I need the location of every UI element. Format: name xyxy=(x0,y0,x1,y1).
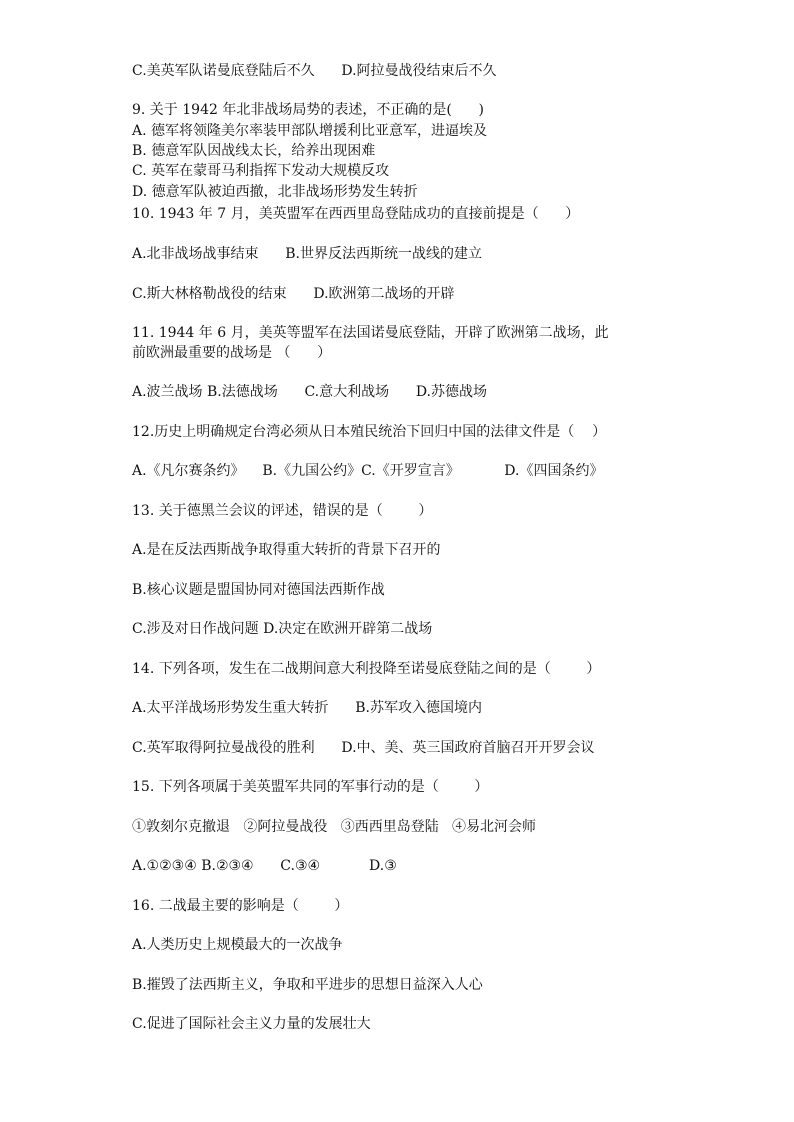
question-11-stem-line1: 11. 1944 年 6 月，美英等盟军在法国诺曼底登陆，开辟了欧洲第二战场，此 xyxy=(132,325,609,341)
question-14-options-ab: A.太平洋战场形势发生重大转折 B.苏军攻入德国境内 xyxy=(132,700,482,716)
question-11-stem-line2: 前欧洲最重要的战场是 （ ） xyxy=(132,345,332,361)
question-9-stem: 9. 关于 1942 年北非战场局势的表述，不正确的是( ) xyxy=(132,102,484,118)
question-14-stem: 14. 下列各项，发生在二战期间意大利投降至诺曼底登陆之间的是（ ） xyxy=(132,661,601,677)
question-16-option-a: A.人类历史上规模最大的一次战争 xyxy=(132,937,343,953)
question-10-options-cd: C.斯大林格勒战役的结束 D.欧洲第二战场的开辟 xyxy=(132,286,455,302)
question-14-options-cd: C.英军取得阿拉曼战役的胜利 D.中、美、英三国政府首脑召开开罗会议 xyxy=(132,740,595,756)
question-9-option-a: A. 德军将领隆美尔率装甲部队增援利比亚意军，进逼埃及 xyxy=(132,123,488,139)
question-9-option-d: D. 德意军队被迫西撤，北非战场形势发生转折 xyxy=(132,184,418,200)
question-11-options: A.波兰战场 B.法德战场 C.意大利战场 D.苏德战场 xyxy=(132,384,487,400)
question-15-options: A.①②③④ B.②③④ C.③④ D.③ xyxy=(132,858,397,874)
question-9-option-c: C. 英军在蒙哥马利指挥下发动大规模反攻 xyxy=(132,163,390,179)
question-12-stem: 12.历史上明确规定台湾必须从日本殖民统治下回归中国的法律文件是（ ） xyxy=(132,424,607,440)
question-13-option-a: A.是在反法西斯战争取得重大转折的背景下召开的 xyxy=(132,542,441,558)
question-13-option-b: B.核心议题是盟国协同对德国法西斯作战 xyxy=(132,582,385,598)
question-16-option-b: B.摧毁了法西斯主义，争取和平进步的思想日益深入人心 xyxy=(132,977,483,993)
question-12-options: A.《凡尔赛条约》 B.《九国公约》C.《开罗宣言》 D.《四国条约》 xyxy=(132,463,604,479)
question-9-option-b: B. 德意军队因战线太长，给养出现困难 xyxy=(132,143,376,159)
question-13-options-cd: C.涉及对日作战问题 D.决定在欧洲开辟第二战场 xyxy=(132,621,433,637)
question-13-stem: 13. 关于德黑兰会议的评述，错误的是（ ） xyxy=(132,503,433,519)
question-10-options-ab: A.北非战场战事结束 B.世界反法西斯统一战线的建立 xyxy=(132,246,482,262)
question-16-stem: 16. 二战最主要的影响是（ ） xyxy=(132,898,349,914)
option-line-q8-cd: C.美英军队诺曼底登陆后不久 D.阿拉曼战役结束后不久 xyxy=(132,63,497,79)
question-15-items: ①敦刻尔克撤退 ②阿拉曼战役 ③西西里岛登陆 ④易北河会师 xyxy=(132,819,537,835)
question-10-stem: 10. 1943 年 7 月，美英盟军在西西里岛登陆成功的直接前提是（ ） xyxy=(132,206,580,222)
question-15-stem: 15. 下列各项属于美英盟军共同的军事行动的是（ ） xyxy=(132,779,489,795)
question-16-option-c: C.促进了国际社会主义力量的发展壮大 xyxy=(132,1016,371,1032)
